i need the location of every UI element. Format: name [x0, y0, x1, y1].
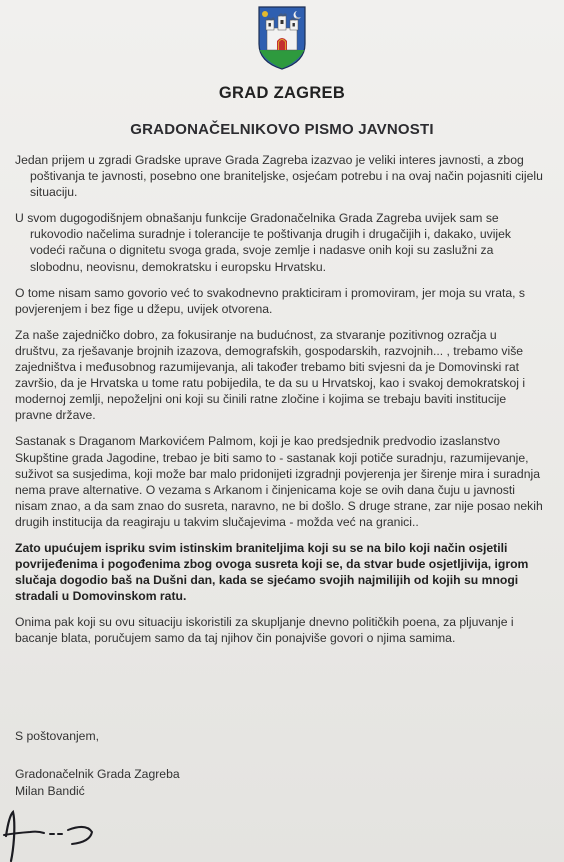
- page-title: GRADONAČELNIKOVO PISMO JAVNOSTI: [130, 121, 434, 138]
- zagreb-coat-of-arms-icon: [258, 6, 306, 70]
- handwritten-signature: [2, 808, 112, 862]
- paragraph-text: U svom dugogodišnjem obnašanju funkcije Gradonačelnika Grada Zagreba uvijek sam se rukovodio načelima suradnje i tolerancije te poštivanja drugih i drugačijih i, dakako, uvijek vodeći računa o dignitetu svoga grada, svoje zemlje i nadasve onih koji su zaslužni za slobodnu, neovisnu, demokratsku i europsku Hrvatsku.: [15, 211, 511, 274]
- paragraph: [15, 210, 543, 274]
- paragraph: Za naše zajedničko dobro, za fokusiranje na budućnost, za stvaranje pozitivnog ozračja u društvu, za rješavanje brojnih izazova, demografskih, gospodarskih, razvojnih... , trebamo više zajedništva i međusobnog razumijevanja, ali također trebamo biti svjesni da je Domovinski rat završio, da je Hrvatska u tome ratu pobijedila, te da su u Hrvatskoj, kao i svakoj demokratskoj i modernoj zemlji, nepoželjni oni koji su činili ratne zločine i kojima se trebaju baviti institucije pravne države.: [15, 327, 526, 423]
- paragraph: O tome nisam samo govorio već to svakodnevno prakticiram i promoviram, jer moja su vrata, s povjerenjem i bez fige u džepu, uvijek otvorena.: [15, 285, 526, 316]
- paragraph: Onima pak koji su ovu situaciju iskoristili za skupljanje dnevno političkih poena, za pljuvanje i bacanje blata, poručujem samo da taj njihov čin ponajviše govori o njima samima.: [15, 615, 514, 646]
- paragraph-text: Jedan prijem u zgradi Gradske uprave Grada Zagreba izazvao je veliki interes javnosti, a zbog poštivanja te javnosti, posebno one braniteljske, osjećam potrebu i na ovaj način pojasniti cijelu situaciju.: [15, 153, 543, 200]
- city-name: GRAD ZAGREB: [218, 84, 346, 102]
- signatory-title: Gradonačelnik Grada Zagreba: [15, 767, 180, 781]
- paragraph: [15, 152, 543, 200]
- closing-greeting: S poštovanjem,: [15, 729, 100, 743]
- signatory-name: Milan Bandić: [15, 784, 85, 798]
- paragraph: Sastanak s Draganom Markovićem Palmom, koji je kao predsjednik predvodio izaslanstvo Skupštine grada Jagodine, trebao je biti samo to - sastanak koji potiče suradnju, razumijevanje, suživot sa susjedima, koji može bar malo pridonijeti izgradnji povjerenja jer širenje mira i suradnja nema prave alternative. O vezama s Arkanom i činjenicama koje se ovih dana čuju u javnosti nisam znao, a da sam znao do susreta, naravno, ne bi došlo. S druge strane, zar nije posao nekih drugih institucija da reagiraju u takvim slučajevima - možda već na granici..: [15, 434, 543, 529]
- letter-body: [15, 152, 543, 657]
- apology-paragraph: Zato upućujem ispriku svim istinskim braniteljima koji su se na bilo koji način osjetili povrijeđenima i pogođenima zbog ovoga susreta koji se, da stvar bude osjetljivija, igrom slučaja dogodio baš na Dušni dan, kada se sjećamo svojih najmilijih od kojih su mnogi stradali u Domovinskom ratu.: [15, 540, 529, 604]
